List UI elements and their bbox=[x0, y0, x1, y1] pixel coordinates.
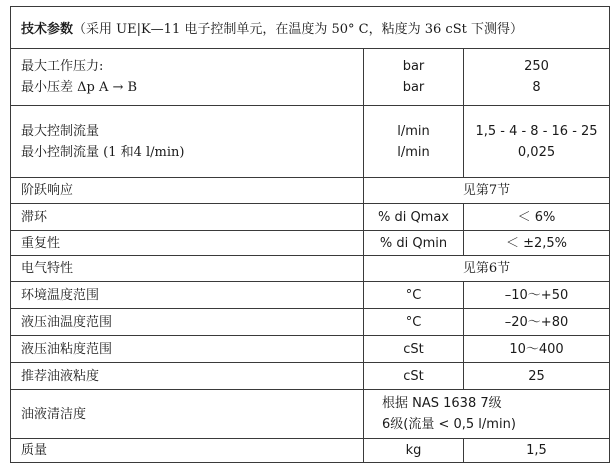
table-row bbox=[11, 336, 610, 363]
unit-label: % di Qmax bbox=[377, 209, 450, 225]
span-value-label: 见第7节 bbox=[462, 183, 511, 198]
span-value-cell bbox=[364, 256, 610, 282]
value-cell bbox=[464, 282, 610, 309]
unit-cell bbox=[364, 106, 464, 178]
param-cell bbox=[11, 309, 364, 336]
value-cell bbox=[464, 439, 610, 463]
param-label: 最小压差 Δp A → B bbox=[21, 80, 138, 95]
unit-label: bar bbox=[402, 59, 425, 74]
table-row bbox=[11, 49, 610, 106]
span-value-label: 见第6节 bbox=[462, 261, 511, 276]
value-label: –20～+80 bbox=[504, 314, 569, 330]
table-row bbox=[11, 439, 610, 463]
param-label: 液压油粘度范围 bbox=[21, 341, 113, 357]
value-cell bbox=[464, 49, 610, 106]
span-value-label: 根据 NAS 1638 7级 bbox=[382, 396, 502, 411]
value-cell bbox=[464, 336, 610, 363]
value-label: 250 bbox=[524, 59, 549, 74]
value-cell bbox=[464, 231, 610, 256]
value-cell bbox=[464, 309, 610, 336]
title-rest: （采用 UE|K—11 电子控制单元，在温度为 50° C，粘度为 36 cSt 下测得） bbox=[73, 22, 523, 37]
param-cell bbox=[11, 178, 364, 204]
value-label: ＜ ±2,5% bbox=[505, 235, 568, 251]
table-row bbox=[11, 106, 610, 178]
table-row bbox=[11, 231, 610, 256]
value-label: 0,025 bbox=[517, 144, 556, 160]
unit-label: °C bbox=[405, 314, 422, 330]
param-cell bbox=[11, 231, 364, 256]
param-label: 最小控制流量 (1 和4 l/min) bbox=[21, 144, 185, 160]
param-cell bbox=[11, 439, 364, 463]
param-cell bbox=[11, 282, 364, 309]
unit-cell bbox=[364, 439, 464, 463]
unit-label: °C bbox=[405, 287, 422, 303]
table-row bbox=[11, 256, 610, 282]
unit-cell bbox=[364, 309, 464, 336]
value-cell bbox=[464, 106, 610, 178]
unit-cell bbox=[364, 204, 464, 231]
value-label: 10～400 bbox=[509, 341, 564, 357]
param-cell bbox=[11, 363, 364, 390]
span-value-cell bbox=[364, 178, 610, 204]
param-label: 质量 bbox=[21, 443, 48, 458]
unit-label: l/min bbox=[397, 123, 430, 139]
title-row bbox=[11, 7, 610, 49]
table-row bbox=[11, 309, 610, 336]
unit-cell bbox=[364, 336, 464, 363]
param-label: 液压油温度范围 bbox=[21, 314, 113, 330]
unit-label: kg bbox=[405, 443, 422, 458]
unit-cell bbox=[364, 49, 464, 106]
value-label: 8 bbox=[532, 80, 541, 95]
value-cell bbox=[464, 204, 610, 231]
value-cell bbox=[464, 363, 610, 390]
unit-label: l/min bbox=[397, 144, 430, 160]
unit-label: bar bbox=[402, 80, 425, 95]
param-label: 电气特性 bbox=[21, 261, 74, 276]
title-bold: 技术参数 bbox=[21, 22, 74, 37]
span-value-cell bbox=[364, 390, 610, 439]
unit-label: % di Qmin bbox=[379, 235, 448, 251]
table-row bbox=[11, 282, 610, 309]
spec-table bbox=[10, 6, 610, 463]
unit-label: cSt bbox=[403, 341, 424, 357]
param-label: 滞环 bbox=[21, 209, 48, 225]
param-label: 阶跃响应 bbox=[21, 183, 74, 198]
value-label: 1,5 bbox=[526, 443, 547, 458]
param-cell bbox=[11, 106, 364, 178]
value-label: ＜ 6% bbox=[517, 209, 556, 225]
param-label: 推荐油液粘度 bbox=[21, 368, 100, 384]
param-label: 最大控制流量 bbox=[21, 123, 100, 139]
param-cell bbox=[11, 49, 364, 106]
unit-cell bbox=[364, 282, 464, 309]
value-label: –10～+50 bbox=[504, 287, 569, 303]
param-label: 最大工作压力: bbox=[21, 59, 104, 74]
value-label: 1,5 - 4 - 8 - 16 - 25 bbox=[475, 123, 598, 139]
table-row bbox=[11, 204, 610, 231]
table-row bbox=[11, 363, 610, 390]
table-title bbox=[11, 7, 610, 49]
param-cell bbox=[11, 256, 364, 282]
param-label: 环境温度范围 bbox=[21, 287, 100, 303]
value-label: 25 bbox=[528, 368, 545, 384]
param-cell bbox=[11, 204, 364, 231]
unit-cell bbox=[364, 363, 464, 390]
table-row bbox=[11, 178, 610, 204]
unit-cell bbox=[364, 231, 464, 256]
unit-label: cSt bbox=[403, 368, 424, 384]
param-label: 重复性 bbox=[21, 235, 61, 251]
param-label: 油液清洁度 bbox=[21, 406, 87, 422]
table-row bbox=[11, 390, 610, 439]
param-cell bbox=[11, 336, 364, 363]
span-value-label: 6级(流量 < 0,5 l/min) bbox=[382, 417, 516, 432]
param-cell bbox=[11, 390, 364, 439]
